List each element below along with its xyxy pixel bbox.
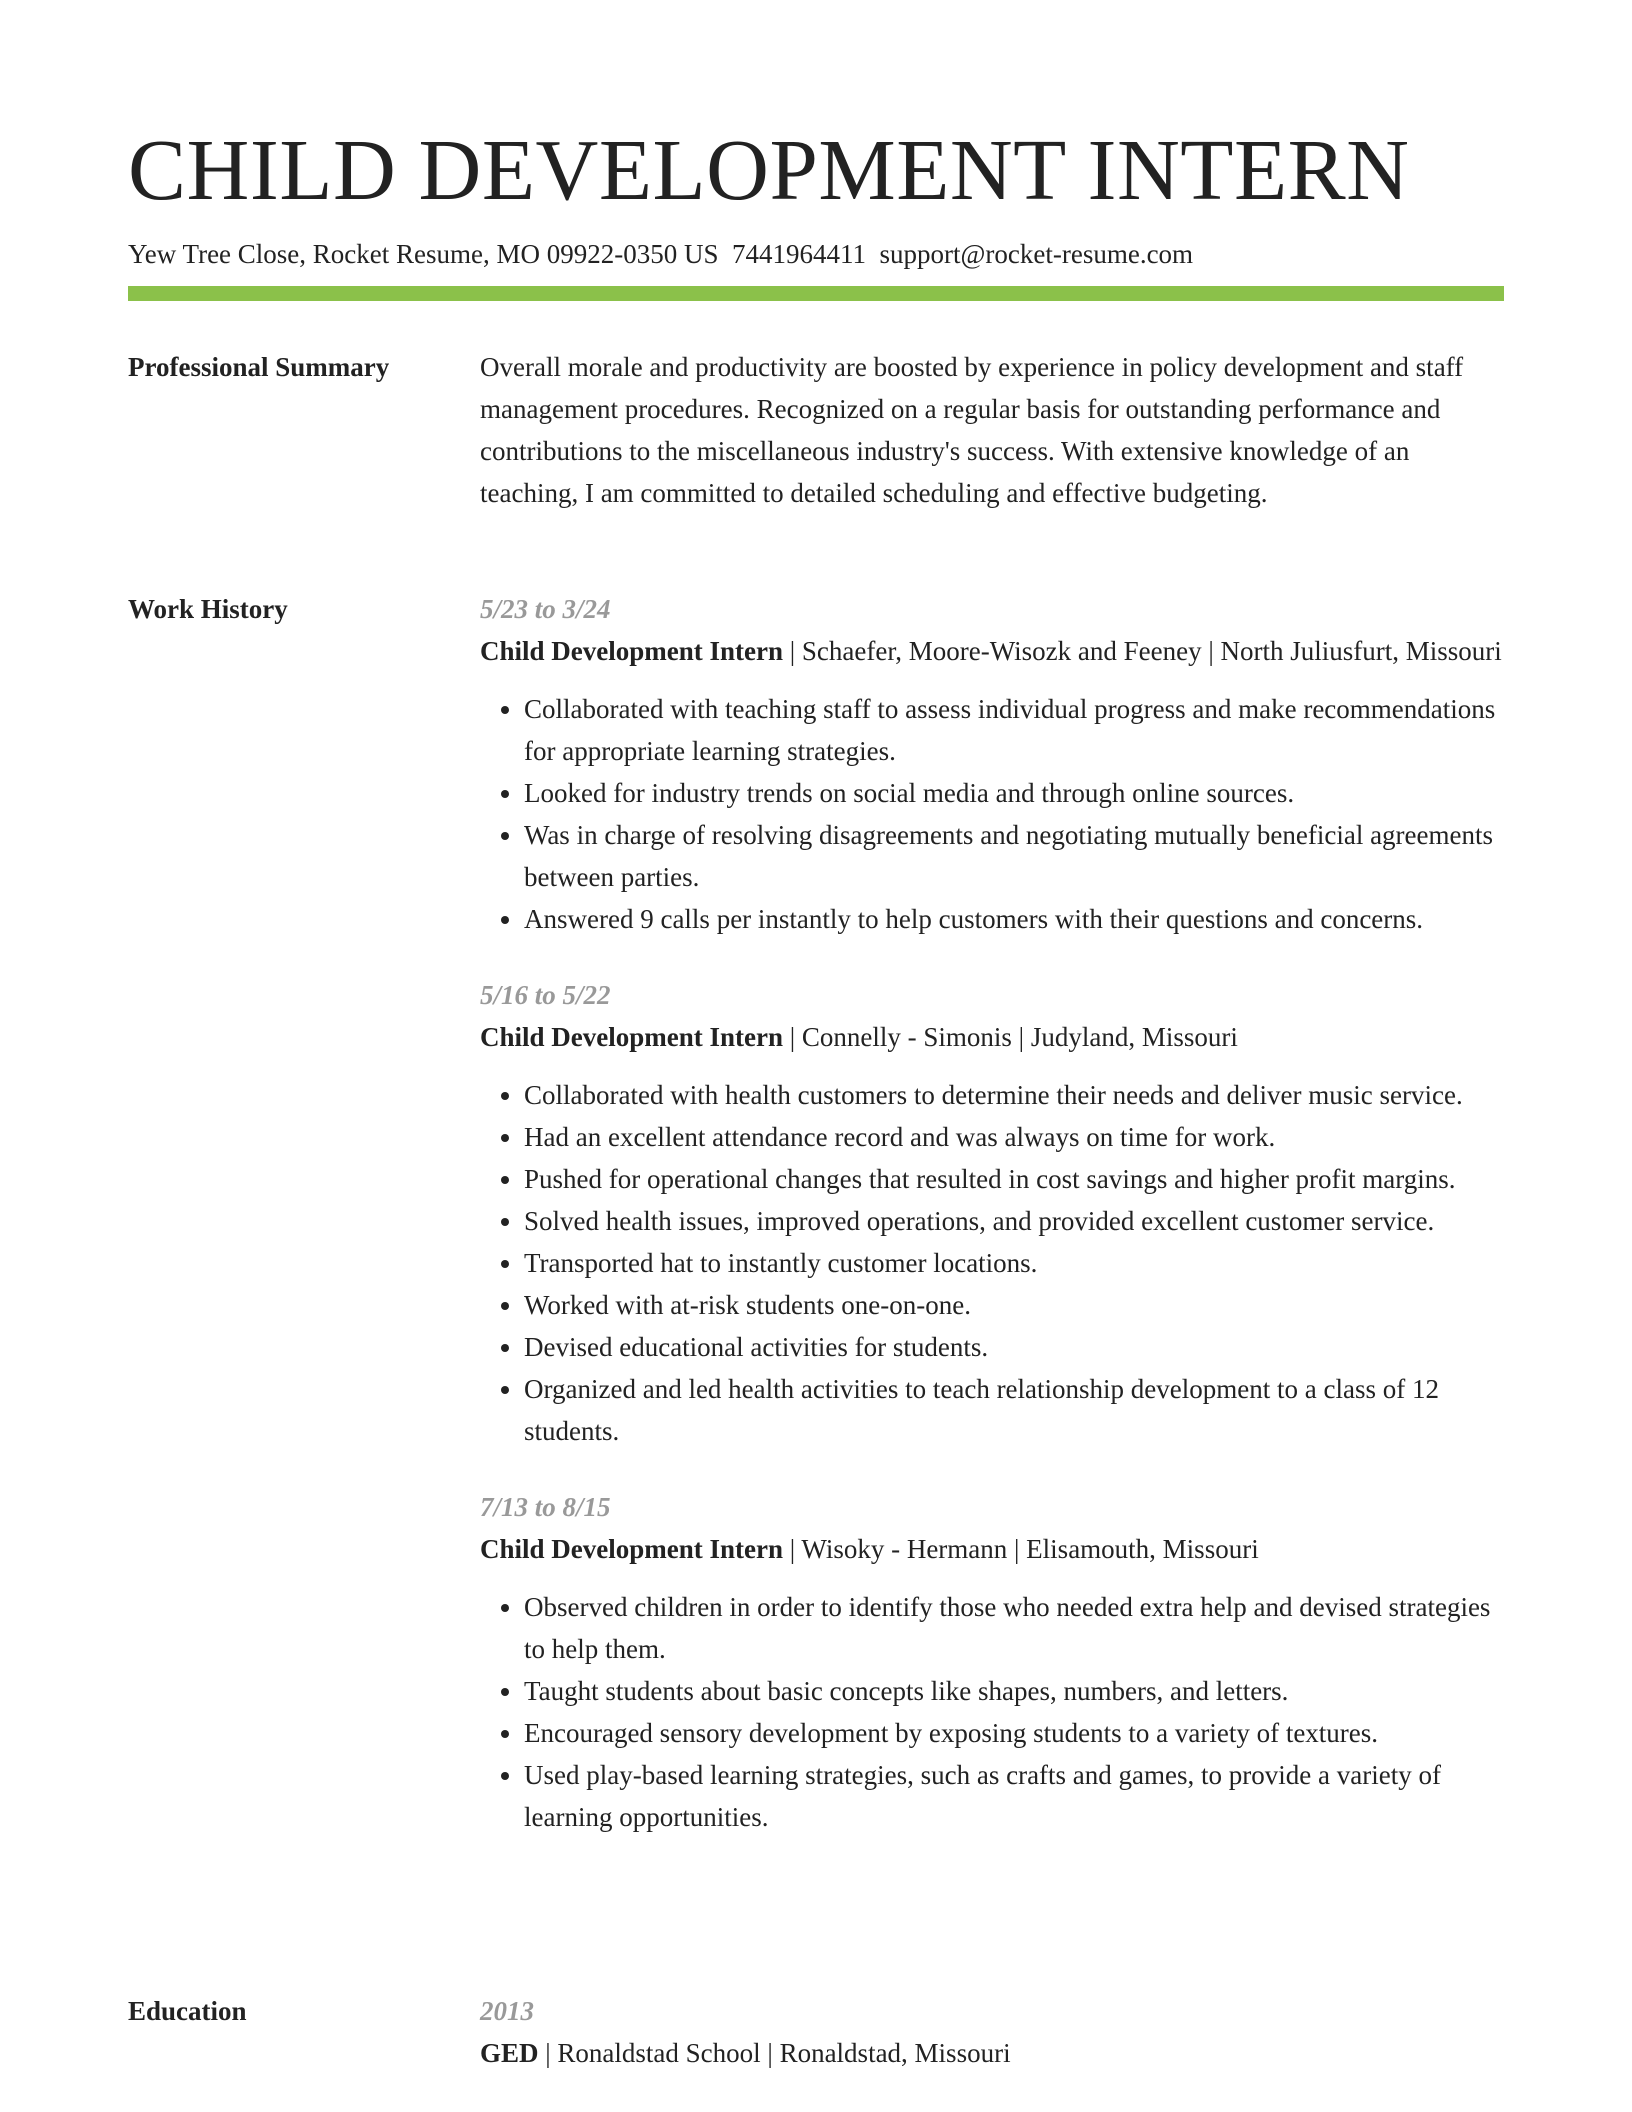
education-body: [480, 1990, 1504, 2074]
job-details: | Schaefer, Moore-Wisozk and Feeney | North Juliusfurt, Missouri: [783, 636, 1502, 666]
job-bullet: • Worked with at-risk students one-on-one.: [524, 1284, 1504, 1326]
job-bullet: • Observed children in order to identify those who needed extra help and devised strategies to help them.: [524, 1586, 1504, 1670]
job-bullet: • Looked for industry trends on social media and through online sources.: [524, 772, 1504, 814]
contact-email: support@rocket-resume.com: [879, 239, 1194, 269]
education-label: Education: [128, 1996, 247, 2026]
job-title: Child Development Intern: [480, 636, 783, 666]
job-entry: [480, 974, 1504, 1452]
job-bullet: • Pushed for operational changes that resulted in cost savings and higher profit margins.: [524, 1158, 1504, 1200]
resume-header: [128, 118, 1504, 274]
summary-body: [480, 346, 1504, 514]
contact-address: Yew Tree Close, Rocket Resume, MO 09922-0350 US: [128, 239, 719, 269]
job-bullet: • Solved health issues, improved operations, and provided excellent customer service.: [524, 1200, 1504, 1242]
job-bullets: [480, 1074, 1504, 1452]
job-bullet: • Collaborated with teaching staff to assess individual progress and make recommendations for appropriate learning strategies.: [524, 688, 1504, 772]
contact-phone: 7441964411: [732, 239, 867, 269]
job-bullet: • Was in charge of resolving disagreements and negotiating mutually beneficial agreements between parties.: [524, 814, 1504, 898]
contact-line: [128, 234, 1504, 274]
job-entry: [480, 588, 1504, 940]
job-dates: 5/16 to 5/22: [480, 980, 611, 1010]
job-details: | Wisoky - Hermann | Elisamouth, Missouri: [783, 1534, 1259, 1564]
education-year: 2013: [480, 1996, 534, 2026]
job-entry: [480, 1486, 1504, 1838]
job-bullet: • Collaborated with health customers to determine their needs and deliver music service.: [524, 1074, 1504, 1116]
education-line: [480, 2032, 1504, 2074]
job-title: Child Development Intern: [480, 1534, 783, 1564]
summary-label: Professional Summary: [128, 352, 390, 382]
job-title: Child Development Intern: [480, 1022, 783, 1052]
job-bullet: • Organized and led health activities to teach relationship development to a class of 12 students.: [524, 1368, 1504, 1452]
job-role-line: [480, 630, 1504, 672]
job-bullet: • Had an excellent attendance record and was always on time for work.: [524, 1116, 1504, 1158]
job-bullets: [480, 688, 1504, 940]
work-history-label: Work History: [128, 594, 288, 624]
job-bullet: • Encouraged sensory development by exposing students to a variety of textures.: [524, 1712, 1504, 1754]
job-role-line: [480, 1016, 1504, 1058]
job-bullet: • Used play-based learning strategies, such as crafts and games, to provide a variety of learning opportunities.: [524, 1754, 1504, 1838]
job-dates: 7/13 to 8/15: [480, 1492, 611, 1522]
education-degree: GED: [480, 2038, 539, 2068]
job-details: | Connelly - Simonis | Judyland, Missouri: [783, 1022, 1238, 1052]
job-dates: 5/23 to 3/24: [480, 594, 611, 624]
education-details: | Ronaldstad School | Ronaldstad, Missouri: [538, 2038, 1011, 2068]
summary-text: Overall morale and productivity are boosted by experience in policy development and staff management procedures. Recognized on a regular basis for outstanding performance and contributions to the miscellaneous industry's success. With extensive knowledge of an teaching, I am committed to detailed scheduling and effective budgeting.: [480, 352, 1464, 508]
job-bullet: • Answered 9 calls per instantly to help customers with their questions and concerns.: [524, 898, 1504, 940]
job-bullet: • Transported hat to instantly customer locations.: [524, 1242, 1504, 1284]
job-bullet: • Taught students about basic concepts like shapes, numbers, and letters.: [524, 1670, 1504, 1712]
job-bullet: • Devised educational activities for students.: [524, 1326, 1504, 1368]
job-role-line: [480, 1528, 1504, 1570]
job-bullets: [480, 1586, 1504, 1838]
work-history-body: [480, 588, 1504, 1872]
header-divider: [128, 286, 1504, 301]
resume-title: CHILD DEVELOPMENT INTERN: [128, 121, 1410, 218]
